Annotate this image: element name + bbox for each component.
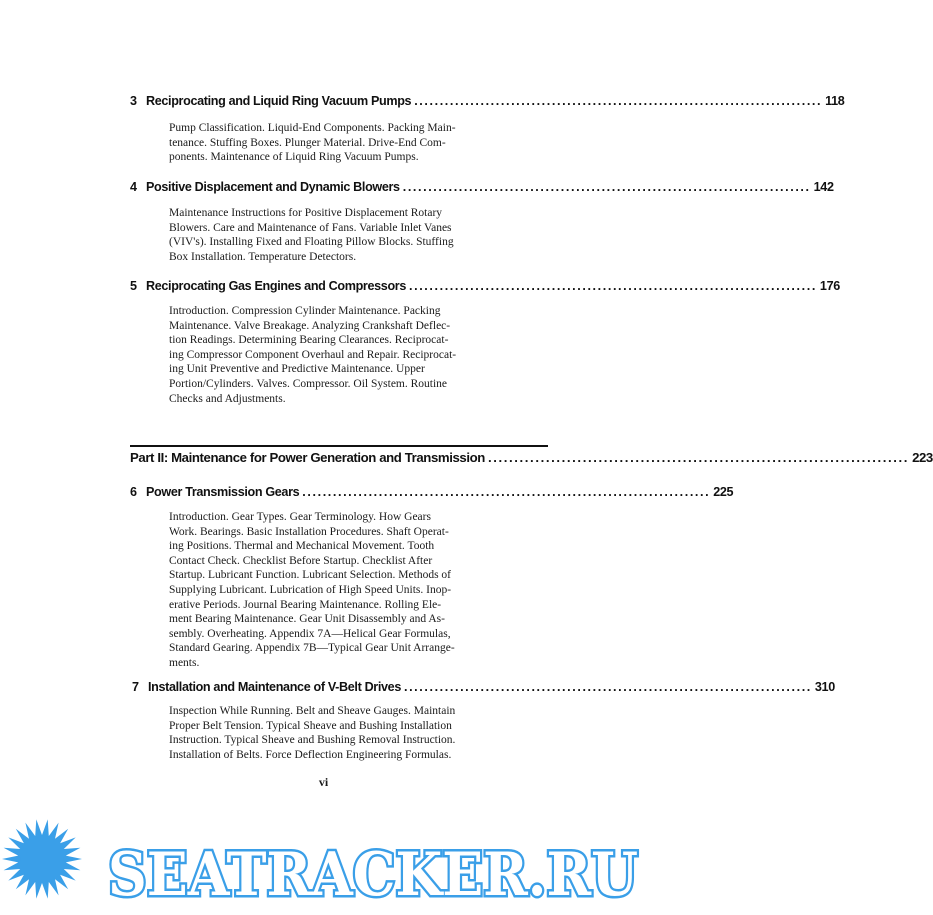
page-number: 225 [713,485,734,499]
page-number: 118 [825,94,845,108]
description-line: Contact Check. Checklist Before Startup. Checklist After [169,554,433,567]
chapter-number: 3 [130,94,137,108]
description-line: Blowers. Care and Maintenance of Fans. Variable Inlet Vanes [169,221,452,234]
description-line: Portion/Cylinders. Valves. Compressor. Oil System. Routine [169,377,448,390]
dot-leader: ................................................................................ [302,485,711,499]
chapter-number: 7 [132,680,139,694]
page-number: 223 [912,450,933,465]
description-line: sembly. Overheating. Appendix 7A—Helical Gear Formulas, [169,627,451,640]
description-line: ing Unit Preventive and Predictive Maintenance. Upper [169,363,425,376]
description-line: ment Bearing Maintenance. Gear Unit Disassembly and As- [169,613,445,626]
description-line: ponents. Maintenance of Liquid Ring Vacuum Pumps. [169,151,419,164]
description-line: Maintenance. Valve Breakage. Analyzing Crankshaft Deflec- [169,319,451,332]
watermark [0,815,647,915]
toc-entry-4-description [169,206,497,264]
description-line: Introduction. Gear Types. Gear Terminology. How Gears [169,511,431,523]
description-line: Pump Classification. Liquid-End Components. Packing Main- [169,122,456,134]
page-number: 142 [813,180,834,194]
description-line: Work. Bearings. Basic Installation Procedures. Shaft Operat- [169,525,449,538]
toc-entry-4-heading[interactable] [130,180,834,194]
description-line: Introduction. Compression Cylinder Maintenance. Packing [169,305,441,317]
description-line: Inspection While Running. Belt and Sheave Gauges. Maintain [169,705,456,717]
description-line: Checks and Adjustments. [169,392,286,405]
description-line: Startup. Lubricant Function. Lubricant Selection. Methods of [169,569,452,582]
chapter-title: Installation and Maintenance of V-Belt Drives [148,680,401,694]
description-line: tenance. Stuffing Boxes. Plunger Material. Drive-End Com- [169,136,446,149]
toc-entry-6-heading[interactable] [130,485,734,499]
chapter-number: 5 [130,279,137,293]
description-line: Proper Belt Tension. Typical Sheave and Bushing Installation [169,719,452,732]
chapter-title: Positive Displacement and Dynamic Blowers [146,180,400,194]
part-heading[interactable] [130,445,933,465]
watermark-text: SEATRACKER.RU [108,840,638,910]
dot-leader: ................................................................................ [403,680,812,694]
description-line: Standard Gearing. Appendix 7B—Typical Gear Unit Arrange- [169,642,455,655]
toc-entry-3-heading[interactable] [130,94,845,108]
toc-entry-7-description [169,704,499,762]
description-line: ing Positions. Thermal and Mechanical Movement. Tooth [169,540,435,553]
description-line: ing Compressor Component Overhaul and Repair. Reciprocat- [169,348,457,361]
description-line: erative Periods. Journal Bearing Maintenance. Rolling Ele- [169,598,442,611]
page-number: 176 [819,279,840,293]
toc-entry-5-description [169,304,497,406]
description-line: Instruction. Typical Sheave and Bushing Removal Instruction. [169,734,456,747]
page-folio: vi [318,775,329,789]
dot-leader: ................................................................................ [409,279,817,293]
toc-entry-5-heading[interactable] [130,279,840,293]
chapter-title: Reciprocating and Liquid Ring Vacuum Pumps [146,94,412,108]
description-line: tion Readings. Determining Bearing Clearances. Reciprocat- [169,334,449,347]
chapter-number: 6 [130,485,137,499]
chapter-title: Power Transmission Gears [146,485,300,499]
chapter-number: 4 [130,180,137,194]
description-line: Supplying Lubricant. Lubrication of High Speed Units. Inop- [169,583,452,596]
dot-leader: ................................................................................ [414,94,823,108]
description-line: Installation of Belts. Force Deflection Engineering Formulas. [169,748,452,761]
part-title: Part II: Maintenance for Power Generation and Transmission [130,450,485,465]
page-number: 310 [814,680,835,694]
description-line: Box Installation. Temperature Detectors. [169,250,357,263]
toc-entry-3-description [169,121,495,165]
description-line: (VIV's). Installing Fixed and Floating Pillow Blocks. Stuffing [169,236,454,249]
chapter-title: Reciprocating Gas Engines and Compressors [146,279,406,293]
toc-entry-7-heading[interactable] [132,680,835,694]
sun-burst-icon [2,819,82,898]
dot-leader: ................................................................................ [487,450,910,465]
description-line: Maintenance Instructions for Positive Displacement Rotary [169,207,443,219]
description-line: ments. [169,656,200,669]
toc-entry-6-description [169,510,497,671]
dot-leader: ................................................................................ [402,180,811,194]
